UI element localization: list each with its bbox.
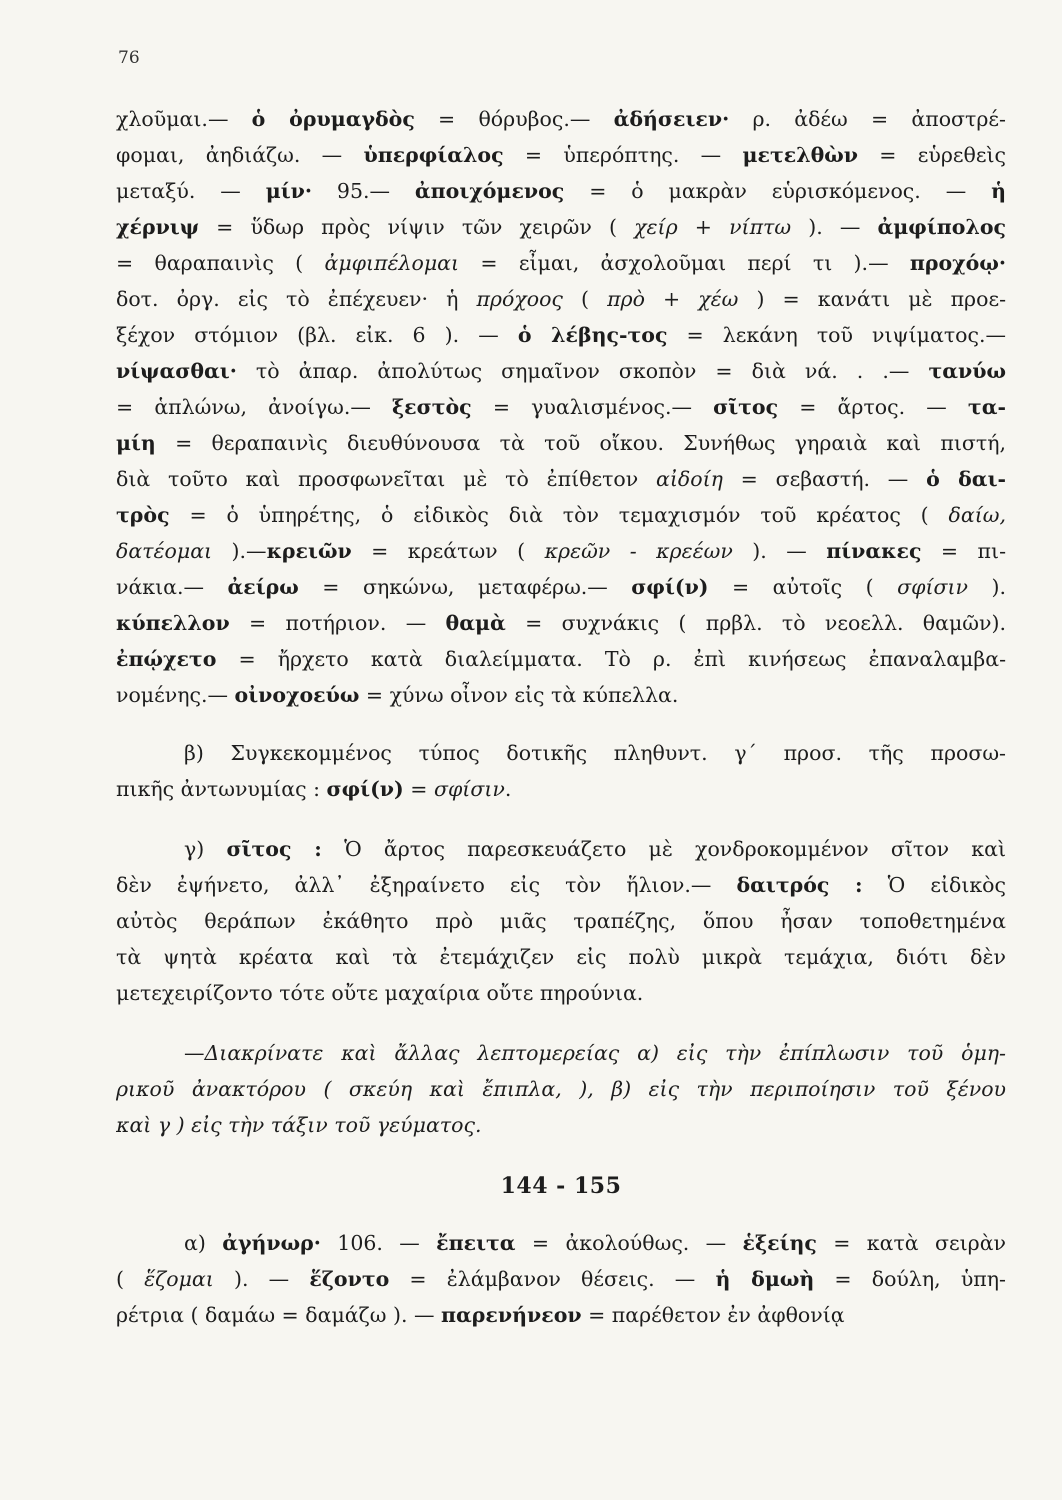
- text-line: [116, 534, 1006, 570]
- text-run: δὲν ἐψήνετο, ἀλλ᾽ ἐξηραίνετο εἰς τὸν ἥλιον.—: [116, 873, 737, 897]
- text-line: [116, 102, 1006, 138]
- text-run: = σηκώνω, μεταφέρω.—: [298, 575, 632, 599]
- text-run: α): [184, 1231, 223, 1255]
- lemma-term: σφί(ν): [631, 575, 709, 599]
- etymology-text: δατέομαι: [116, 539, 213, 563]
- lemma-term: σῖτος: [713, 395, 779, 419]
- lemma-term: μίν·: [265, 179, 312, 203]
- text-run: = ἀκολούθως. —: [515, 1231, 743, 1255]
- text-line: [116, 138, 1006, 174]
- lemma-term: κρειῶν: [266, 539, 352, 563]
- page-number: 76: [118, 48, 140, 68]
- lemma-term: χέρνιψ: [116, 215, 200, 239]
- text-run: φομαι, ἀηδιάζω. —: [116, 143, 364, 167]
- text-run: = ὁ μακρὰν εὑρισκόμενος. —: [564, 179, 992, 203]
- etymology-text: χείρ + νίπτω: [634, 215, 792, 239]
- text-run: (: [562, 287, 608, 311]
- text-line: [116, 1072, 1006, 1108]
- text-line: [116, 1036, 1006, 1072]
- text-line: [116, 940, 1006, 976]
- text-run: = σεβαστή. —: [722, 467, 927, 491]
- text-line: [116, 498, 1006, 534]
- lemma-term: πίνακες: [826, 539, 922, 563]
- text-run: = συχνάκις ( πρβλ. τὸ νεοελλ. θαμῶν).: [505, 611, 1006, 635]
- lemma-term: ἡ: [991, 179, 1006, 203]
- note-gamma: [116, 832, 1006, 1012]
- text-run: = θαραπαινὶς (: [116, 251, 325, 275]
- text-run: = αὐτοῖς (: [708, 575, 898, 599]
- text-run: = λεκάνη τοῦ νιψίματος.—: [667, 323, 1006, 347]
- text-run: μεταξύ. —: [116, 179, 266, 203]
- text-run: τὸ ἀπαρ. ἀπολύτως σημαῖνον σκοπὸν = διὰ νά. . .—: [236, 359, 929, 383]
- text-run: ).—: [212, 539, 267, 563]
- text-line: [116, 354, 1006, 390]
- lemma-term: τρὸς: [116, 503, 170, 527]
- text-run: ρ. ἀδέω = ἀποστρέ-: [729, 107, 1006, 131]
- etymology-text: ἀμφιπέλομαι: [324, 251, 460, 275]
- text-run: Ὁ ἄρτος παρεσκευάζετο μὲ χονδροκομμένον σῖτον καὶ: [321, 837, 1006, 861]
- text-run: ). —: [213, 1267, 310, 1291]
- text-line: [116, 1298, 1006, 1334]
- text-run: ). —: [791, 215, 878, 239]
- text-line: [116, 174, 1006, 210]
- text-run: = ὁ ὑπηρέτης, ὁ εἰδικὸς διὰ τὸν τεμαχισμόν τοῦ κρέατος (: [169, 503, 949, 527]
- lemma-term: ξεστὸς: [392, 395, 472, 419]
- etymology-text: πρόχοος: [476, 287, 563, 311]
- text-run: = ὕδωρ πρὸς νίψιν τῶν χειρῶν (: [199, 215, 635, 239]
- etymology-text: καὶ γ ) εἰς τὴν τάξιν τοῦ γεύματος.: [116, 1113, 482, 1137]
- lemma-term: παρενήνεον: [441, 1303, 582, 1327]
- text-line: [116, 246, 1006, 282]
- text-line: [116, 678, 1006, 714]
- lemma-term: ἀποιχόμενος: [414, 179, 565, 203]
- text-line: [116, 210, 1006, 246]
- lemma-term: δαιτρός :: [736, 873, 863, 897]
- etymology-text: αἰδοίη: [656, 467, 723, 491]
- lemma-term: ἑξείης: [742, 1231, 817, 1255]
- etymology-text: σφίσιν: [897, 575, 968, 599]
- text-run: = ἁπλώνω, ἀνοίγω.—: [116, 395, 392, 419]
- lemma-term: ὁ λέβης-τος: [517, 323, 668, 347]
- text-line: [116, 426, 1006, 462]
- lemma-term: ἀγήνωρ·: [222, 1231, 321, 1255]
- lemma-term: μετελθὼν: [742, 143, 858, 167]
- text-line: [116, 318, 1006, 354]
- text-run: = θεραπαινὶς διευθύνουσα τὰ τοῦ οἴκου. Συνήθως γηραιὰ καὶ πιστή,: [155, 431, 1006, 455]
- lemma-term: ὑπερφίαλος: [363, 143, 504, 167]
- text-run: τὰ ψητὰ κρέατα καὶ τὰ ἐτεμάχιζεν εἰς πολὺ μικρὰ τεμάχια, διότι δὲν: [116, 945, 1006, 969]
- lemma-term: ἔπειτα: [436, 1231, 516, 1255]
- text-run: 95.—: [312, 179, 415, 203]
- text-run: χλοῦμαι.—: [116, 107, 252, 131]
- text-run: νάκια.—: [116, 575, 228, 599]
- text-run: ). —: [732, 539, 827, 563]
- text-run: = παρέθετον ἐν ἀφθονίᾳ: [581, 1303, 845, 1327]
- text-run: = ἤρχετο κατὰ διαλείμματα. Τὸ ρ. ἐπὶ κινήσεως ἐπαναλαμβα-: [216, 647, 1006, 671]
- lemma-term: ἡ δμωὴ: [715, 1267, 815, 1291]
- lemma-term: σφί(ν): [326, 777, 404, 801]
- etymology-text: πρὸ + χέω: [607, 287, 739, 311]
- etymology-text: Διακρίνατε καὶ ἄλλας λεπτομερείας α) εἰς τὴν ἐπίπλωσιν τοῦ ὁμη-: [204, 1041, 1006, 1065]
- glossary-block: [116, 102, 1006, 714]
- text-run: = γυαλισμένος.—: [471, 395, 714, 419]
- text-line: [116, 736, 1006, 772]
- lemma-term: προχόῳ·: [909, 251, 1006, 275]
- note-beta: [116, 736, 1006, 808]
- text-line: [116, 868, 1006, 904]
- text-line: [116, 570, 1006, 606]
- lemma-term: ἀμφίπολος: [877, 215, 1006, 239]
- text-line: [116, 1108, 1006, 1144]
- text-run: δοτ. ὀργ. εἰς τὸ ἐπέχευεν· ἡ: [116, 287, 477, 311]
- text-run: Ὁ εἰδικὸς: [862, 873, 1006, 897]
- text-run: = θόρυβος.—: [414, 107, 614, 131]
- text-line: [116, 462, 1006, 498]
- lemma-term: θαμὰ: [445, 611, 506, 635]
- text-run: πικῆς ἀντωνυμίας :: [116, 777, 327, 801]
- etymology-text: κρεῶν - κρεέων: [544, 539, 733, 563]
- text-run: 106. —: [320, 1231, 437, 1255]
- etymology-text: δαίω,: [948, 503, 1006, 527]
- discussion-question: [116, 1036, 1006, 1144]
- lemma-term: ὁ ὀρυμαγδὸς: [251, 107, 415, 131]
- text-run: = δούλη, ὑπη-: [814, 1267, 1006, 1291]
- text-line: [116, 1226, 1006, 1262]
- text-run: μετεχειρίζοντο τότε οὔτε μαχαίρια οὔτε πηρούνια.: [116, 981, 644, 1005]
- text-run: = εἶμαι, ἀσχολοῦμαι περί τι ).—: [459, 251, 910, 275]
- text-line: [116, 390, 1006, 426]
- lemma-term: ὁ δαι-: [926, 467, 1006, 491]
- text-run: νομένης.—: [116, 683, 235, 707]
- text-run: (: [116, 1267, 145, 1291]
- text-run: .: [504, 777, 512, 801]
- lemma-term: ἕζοντο: [309, 1267, 390, 1291]
- section-heading: 144 - 155: [500, 1173, 622, 1199]
- lemma-term: τα-: [967, 395, 1006, 419]
- text-run: γ): [184, 837, 227, 861]
- text-line: [116, 1262, 1006, 1298]
- lemma-term: τανύω: [928, 359, 1006, 383]
- text-run: ) = κανάτι μὲ προε-: [738, 287, 1006, 311]
- glossary-alpha: [116, 1226, 1006, 1334]
- lemma-term: οἰνοχοεύω: [234, 683, 360, 707]
- text-run: = κρεάτων (: [351, 539, 545, 563]
- etymology-text: ρικοῦ ἀνακτόρου ( σκεύη καὶ ἔπιπλα, ), β) εἰς τὴν περιποίησιν τοῦ ξένου: [116, 1077, 1006, 1101]
- text-run: β) Συγκεκομμένος τύπος δοτικῆς πληθυντ. γ΄ προσ. τῆς προσω-: [184, 741, 1006, 765]
- lemma-term: μίη: [116, 431, 156, 455]
- text-line: [116, 772, 1006, 808]
- text-run: διὰ τοῦτο καὶ προσφωνεῖται μὲ τὸ ἐπίθετον: [116, 467, 656, 491]
- etymology-text: ἕζομαι: [144, 1267, 214, 1291]
- etymology-text: σφίσιν: [433, 777, 505, 801]
- text-line: [116, 904, 1006, 940]
- lemma-term: ἀδήσειεν·: [613, 107, 730, 131]
- text-run: = ἐλάμβανον θέσεις. —: [389, 1267, 716, 1291]
- text-run: ).: [968, 575, 1006, 599]
- text-run: ξέχον στόμιον (βλ. εἰκ. 6 ). —: [116, 323, 518, 347]
- lemma-term: σῖτος :: [226, 837, 322, 861]
- page-content: [116, 102, 1006, 1334]
- lemma-term: κύπελλον: [116, 611, 230, 635]
- text-run: = ὑπερόπτης. —: [503, 143, 743, 167]
- lemma-term: ἐπῴχετο: [116, 647, 217, 671]
- text-run: =: [403, 777, 434, 801]
- lemma-term: νίψασθαι·: [116, 359, 237, 383]
- text-run: ρέτρια ( δαμάω = δαμάζω ). —: [116, 1303, 441, 1327]
- text-run: = ἄρτος. —: [778, 395, 968, 419]
- text-line: [116, 976, 1006, 1012]
- text-line: [116, 282, 1006, 318]
- lemma-term: ἀείρω: [227, 575, 299, 599]
- text-line: [116, 642, 1006, 678]
- text-run: = ποτήριον. —: [229, 611, 446, 635]
- text-run: αὐτὸς θεράπων ἐκάθητο πρὸ μιᾶς τραπέζης, ὅπου ἦσαν τοποθετημένα: [116, 909, 1006, 933]
- text-line: [116, 832, 1006, 868]
- text-run: = πι-: [921, 539, 1006, 563]
- text-run: = χύνω οἶνον εἰς τὰ κύπελλα.: [359, 683, 679, 707]
- text-run: —: [184, 1041, 205, 1065]
- text-line: [116, 606, 1006, 642]
- text-run: = κατὰ σειρὰν: [816, 1231, 1006, 1255]
- text-run: = εὑρεθεὶς: [858, 143, 1006, 167]
